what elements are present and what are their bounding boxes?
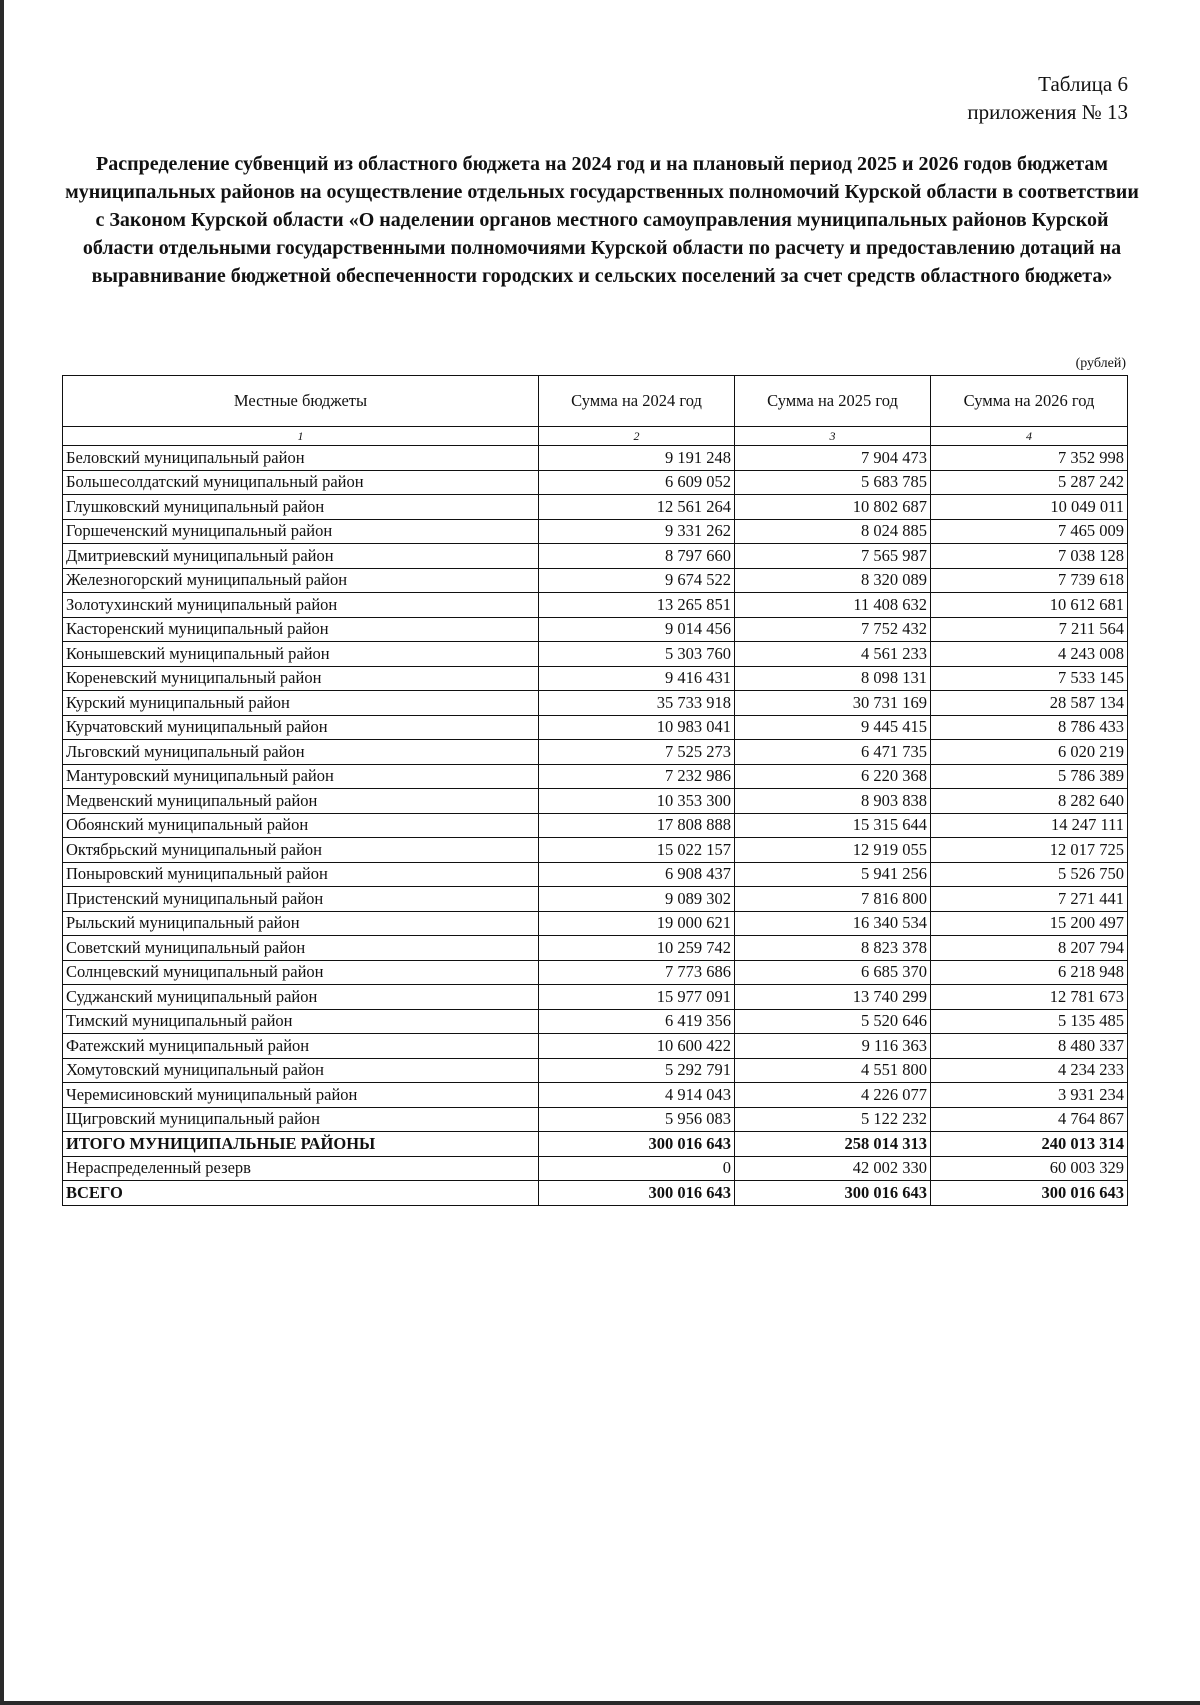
sum-2024: 15 977 091 [539, 985, 735, 1010]
sum-2026: 7 271 441 [931, 887, 1128, 912]
district-name: Поныровский муниципальный район [63, 862, 539, 887]
district-name: Курчатовский муниципальный район [63, 715, 539, 740]
table-row [63, 1058, 1128, 1083]
sum-2025: 8 098 131 [735, 666, 931, 691]
sum-2026: 28 587 134 [931, 691, 1128, 716]
table-row [63, 1034, 1128, 1059]
sum-2024: 7 773 686 [539, 960, 735, 985]
table-row [63, 593, 1128, 618]
district-name: Железногорский муниципальный район [63, 568, 539, 593]
subtotal-2025: 258 014 313 [735, 1132, 931, 1157]
table-row [63, 862, 1128, 887]
subtotal-row [63, 1132, 1128, 1157]
units-label: (рублей) [1075, 356, 1126, 371]
district-name: Суджанский муниципальный район [63, 985, 539, 1010]
subsidy-table [62, 375, 1128, 1206]
table-row [63, 666, 1128, 691]
table-row [63, 446, 1128, 471]
reserve-2026: 60 003 329 [931, 1156, 1128, 1181]
sum-2026: 3 931 234 [931, 1083, 1128, 1108]
sum-2024: 19 000 621 [539, 911, 735, 936]
table-row [63, 715, 1128, 740]
sum-2025: 7 904 473 [735, 446, 931, 471]
sum-2025: 5 683 785 [735, 470, 931, 495]
sum-2026: 7 533 145 [931, 666, 1128, 691]
district-name: Мантуровский муниципальный район [63, 764, 539, 789]
sum-2025: 16 340 534 [735, 911, 931, 936]
sum-2026: 4 234 233 [931, 1058, 1128, 1083]
table-row [63, 838, 1128, 863]
district-name: Конышевский муниципальный район [63, 642, 539, 667]
table-row [63, 911, 1128, 936]
total-2026: 300 016 643 [931, 1181, 1128, 1206]
district-name: Касторенский муниципальный район [63, 617, 539, 642]
sum-2026: 7 739 618 [931, 568, 1128, 593]
header-sum-2026: Сумма на 2026 год [931, 376, 1128, 427]
header-local-budgets: Местные бюджеты [63, 376, 539, 427]
sum-2025: 6 685 370 [735, 960, 931, 985]
sum-2024: 15 022 157 [539, 838, 735, 863]
sum-2026: 8 282 640 [931, 789, 1128, 814]
header-sum-2024: Сумма на 2024 год [539, 376, 735, 427]
sum-2024: 12 561 264 [539, 495, 735, 520]
column-number-row [63, 427, 1128, 446]
district-name: Фатежский муниципальный район [63, 1034, 539, 1059]
table-row [63, 960, 1128, 985]
document-title: Распределение субвенций из областного бюджета на 2024 год и на плановый период 2025 и 2026 годов бюджетам муниципальных районов на осуществление отдельных государственных полномочий Курской области в соответствии с Законом Курской области «О наделении органов местного самоуправления муниципальных районов Курской области отдельными государственными полномочиями Курской области по расчету и предоставлению дотаций на выравнивание бюджетной обеспеченности городских и сельских поселений за счет средств областного бюджета» [65, 153, 1139, 287]
appendix-number: приложения № 13 [967, 100, 1128, 124]
sum-2025: 13 740 299 [735, 985, 931, 1010]
sum-2026: 6 020 219 [931, 740, 1128, 765]
table-row [63, 691, 1128, 716]
table-row [63, 568, 1128, 593]
column-number: 1 [63, 427, 539, 446]
sum-2025: 4 561 233 [735, 642, 931, 667]
table-row [63, 495, 1128, 520]
sum-2026: 4 764 867 [931, 1107, 1128, 1132]
sum-2025: 6 471 735 [735, 740, 931, 765]
sum-2024: 9 416 431 [539, 666, 735, 691]
sum-2024: 10 983 041 [539, 715, 735, 740]
table-header-row [63, 376, 1128, 427]
sum-2025: 7 565 987 [735, 544, 931, 569]
table-caption [967, 70, 1128, 126]
table-row [63, 1009, 1128, 1034]
sum-2024: 7 232 986 [539, 764, 735, 789]
header-sum-2025: Сумма на 2025 год [735, 376, 931, 427]
sum-2025: 4 551 800 [735, 1058, 931, 1083]
table-row [63, 740, 1128, 765]
sum-2024: 6 908 437 [539, 862, 735, 887]
sum-2025: 15 315 644 [735, 813, 931, 838]
column-number: 4 [931, 427, 1128, 446]
sum-2026: 10 049 011 [931, 495, 1128, 520]
table-row [63, 764, 1128, 789]
sum-2025: 5 520 646 [735, 1009, 931, 1034]
district-name: Хомутовский муниципальный район [63, 1058, 539, 1083]
reserve-label: Нераспределенный резерв [63, 1156, 539, 1181]
sum-2024: 6 609 052 [539, 470, 735, 495]
sum-2026: 5 786 389 [931, 764, 1128, 789]
sum-2024: 35 733 918 [539, 691, 735, 716]
district-name: Тимский муниципальный район [63, 1009, 539, 1034]
sum-2025: 8 320 089 [735, 568, 931, 593]
district-name: Кореневский муниципальный район [63, 666, 539, 691]
sum-2026: 7 038 128 [931, 544, 1128, 569]
sum-2025: 8 024 885 [735, 519, 931, 544]
table-row [63, 470, 1128, 495]
sum-2026: 15 200 497 [931, 911, 1128, 936]
subtotal-label: ИТОГО МУНИЦИПАЛЬНЫЕ РАЙОНЫ [63, 1132, 539, 1157]
sum-2024: 10 353 300 [539, 789, 735, 814]
sum-2026: 12 781 673 [931, 985, 1128, 1010]
sum-2026: 7 465 009 [931, 519, 1128, 544]
sum-2025: 9 445 415 [735, 715, 931, 740]
sum-2024: 10 259 742 [539, 936, 735, 961]
sum-2026: 8 786 433 [931, 715, 1128, 740]
sum-2024: 9 014 456 [539, 617, 735, 642]
district-name: Медвенский муниципальный район [63, 789, 539, 814]
district-name: Обоянский муниципальный район [63, 813, 539, 838]
sum-2026: 10 612 681 [931, 593, 1128, 618]
table-row [63, 617, 1128, 642]
sum-2025: 6 220 368 [735, 764, 931, 789]
district-name: Пристенский муниципальный район [63, 887, 539, 912]
table-row [63, 813, 1128, 838]
sum-2025: 10 802 687 [735, 495, 931, 520]
table-row [63, 1107, 1128, 1132]
district-name: Горшеченский муниципальный район [63, 519, 539, 544]
total-2024: 300 016 643 [539, 1181, 735, 1206]
sum-2025: 8 823 378 [735, 936, 931, 961]
sum-2024: 17 808 888 [539, 813, 735, 838]
sum-2025: 7 816 800 [735, 887, 931, 912]
subtotal-2024: 300 016 643 [539, 1132, 735, 1157]
sum-2026: 7 352 998 [931, 446, 1128, 471]
sum-2024: 4 914 043 [539, 1083, 735, 1108]
sum-2025: 11 408 632 [735, 593, 931, 618]
column-number: 2 [539, 427, 735, 446]
table-row [63, 544, 1128, 569]
district-name: Солнцевский муниципальный район [63, 960, 539, 985]
table-row [63, 985, 1128, 1010]
table-row [63, 887, 1128, 912]
sum-2026: 6 218 948 [931, 960, 1128, 985]
district-name: Золотухинский муниципальный район [63, 593, 539, 618]
sum-2025: 12 919 055 [735, 838, 931, 863]
sum-2024: 8 797 660 [539, 544, 735, 569]
subtotal-2026: 240 013 314 [931, 1132, 1128, 1157]
district-name: Дмитриевский муниципальный район [63, 544, 539, 569]
sum-2024: 13 265 851 [539, 593, 735, 618]
sum-2026: 14 247 111 [931, 813, 1128, 838]
total-2025: 300 016 643 [735, 1181, 931, 1206]
sum-2025: 9 116 363 [735, 1034, 931, 1059]
sum-2025: 7 752 432 [735, 617, 931, 642]
reserve-2024: 0 [539, 1156, 735, 1181]
sum-2025: 8 903 838 [735, 789, 931, 814]
district-name: Советский муниципальный район [63, 936, 539, 961]
district-name: Глушковский муниципальный район [63, 495, 539, 520]
table-row [63, 642, 1128, 667]
sum-2026: 12 017 725 [931, 838, 1128, 863]
sum-2024: 5 292 791 [539, 1058, 735, 1083]
district-name: Черемисиновский муниципальный район [63, 1083, 539, 1108]
table-row [63, 519, 1128, 544]
sum-2024: 9 191 248 [539, 446, 735, 471]
district-name: Щигровский муниципальный район [63, 1107, 539, 1132]
reserve-row [63, 1156, 1128, 1181]
sum-2025: 4 226 077 [735, 1083, 931, 1108]
sum-2024: 9 089 302 [539, 887, 735, 912]
total-row [63, 1181, 1128, 1206]
table-row [63, 936, 1128, 961]
sum-2025: 5 941 256 [735, 862, 931, 887]
sum-2026: 4 243 008 [931, 642, 1128, 667]
sum-2024: 9 674 522 [539, 568, 735, 593]
table-number: Таблица 6 [1038, 72, 1128, 96]
district-name: Льговский муниципальный район [63, 740, 539, 765]
sum-2025: 5 122 232 [735, 1107, 931, 1132]
scan-edge-left [0, 0, 4, 1705]
sum-2026: 5 287 242 [931, 470, 1128, 495]
sum-2026: 5 526 750 [931, 862, 1128, 887]
scan-edge-bottom [0, 1701, 1200, 1705]
sum-2024: 5 956 083 [539, 1107, 735, 1132]
table-row [63, 1083, 1128, 1108]
sum-2024: 10 600 422 [539, 1034, 735, 1059]
total-label: ВСЕГО [63, 1181, 539, 1206]
sum-2026: 8 480 337 [931, 1034, 1128, 1059]
sum-2024: 9 331 262 [539, 519, 735, 544]
column-number: 3 [735, 427, 931, 446]
sum-2026: 8 207 794 [931, 936, 1128, 961]
district-name: Беловский муниципальный район [63, 446, 539, 471]
sum-2024: 5 303 760 [539, 642, 735, 667]
district-name: Большесолдатский муниципальный район [63, 470, 539, 495]
sum-2024: 7 525 273 [539, 740, 735, 765]
table-row [63, 789, 1128, 814]
reserve-2025: 42 002 330 [735, 1156, 931, 1181]
sum-2026: 7 211 564 [931, 617, 1128, 642]
district-name: Курский муниципальный район [63, 691, 539, 716]
sum-2024: 6 419 356 [539, 1009, 735, 1034]
sum-2026: 5 135 485 [931, 1009, 1128, 1034]
sum-2025: 30 731 169 [735, 691, 931, 716]
district-name: Октябрьский муниципальный район [63, 838, 539, 863]
district-name: Рыльский муниципальный район [63, 911, 539, 936]
